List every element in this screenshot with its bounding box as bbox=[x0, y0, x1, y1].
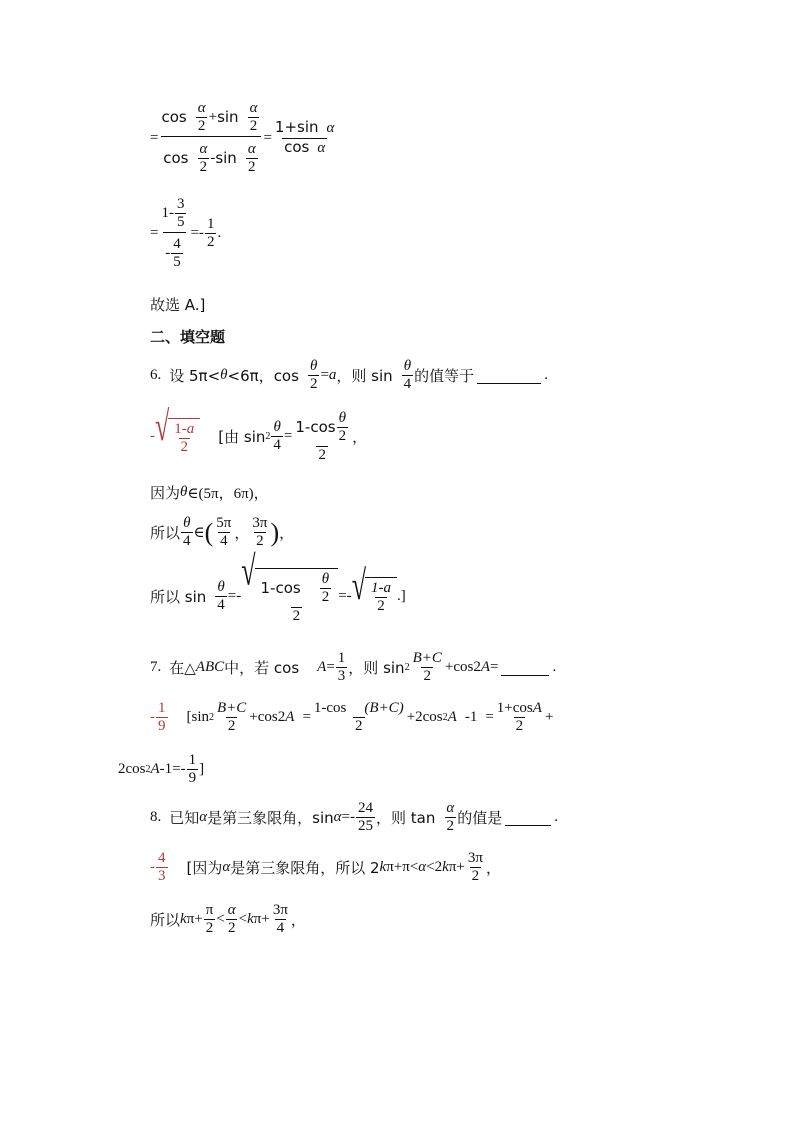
fraction-cos-sin: cos $\frac{\alpha}{2}$ + sin $\frac{\alpha}{2}$ cos $\frac{\alpha}{2}$ - sin $\frac{\alpha}{2}$ bbox=[159, 100, 262, 176]
q7-answer-line: - $\frac{1}{9}$ [sin 2 $\frac{B+C}{2}$ +cos2 A = $\frac{1-\cos (B+C)}{2}$ +2cos 2 A -1 = $\frac{1+\cos A}{2}$ + bbox=[150, 700, 554, 735]
answer-sqrt: √ $\frac{1-a}{2}$ bbox=[155, 418, 200, 457]
answer-blank bbox=[477, 367, 541, 384]
question-7: 7. 在△ ABC 中，若 cos A = $\frac{1}{3}$ ，则 sin 2 $\frac{B+C}{2}$ +cos2 A = . bbox=[150, 650, 557, 685]
equation-line-2: = 1- $\frac{3}{5}$ - $\frac{4}{5}$ =- $\frac{1}{2}$ . bbox=[150, 196, 222, 270]
conclusion-text: 故选 A.] bbox=[150, 296, 206, 314]
equation-line-1: = cos $\frac{\alpha}{2}$ + sin $\frac{\alpha}{2}$ cos $\frac{\alpha}{2}$ - sin $\frac{\alpha}{2}$ = $\frac{\text{1+sin α}}{\text{cos α}}$ bbox=[150, 100, 335, 175]
equals-sign: = bbox=[150, 129, 159, 146]
q6-answer-line: - √ $\frac{1-a}{2}$ [由 sin 2 $\frac{\theta}{4}$ = 1-cos $\frac{\theta}{2}$ 2 ， bbox=[150, 402, 368, 463]
fraction-rhs: $\frac{\text{1+sin α}}{\text{cos α}}$ bbox=[274, 118, 335, 156]
q6-because-line: 因为 θ ∈(5π，6π)， bbox=[150, 484, 269, 502]
fraction-compound: 1- $\frac{3}{5}$ - $\frac{4}{5}$ bbox=[161, 196, 185, 270]
answer-blank bbox=[505, 809, 551, 826]
q8-so-line: 所以 k π+ $\frac{\pi}{2}$ < $\frac{\alpha}{2}$ < k π+ $\frac{3\pi}{4}$ ， bbox=[150, 902, 306, 937]
question-8: 8. 已知 α 是第三象限角，sin α =- $\frac{24}{25}$ ，则 tan $\frac{\alpha}{2}$ 的值是 . bbox=[150, 800, 558, 835]
section-title: 二、填空题 bbox=[150, 328, 226, 346]
q6-final-line: 所以 sin $\frac{\theta}{4}$ =- √ 1-cos $\frac{\theta}{2}$ 2 =- √ $\frac{1-a}{2}$ .] bbox=[150, 547, 406, 624]
q6-so-line: 所以 $\frac{\theta}{4}$ ∈ ( $\frac{5\pi}{4}$ ， $\frac{3\pi}{2}$ ) ， bbox=[150, 515, 295, 550]
answer-blank bbox=[501, 659, 549, 676]
q8-answer-line: - $\frac{4}{3}$ [因为 α 是第三象限角，所以 2 k π+π< α <2 k π+ $\frac{3\pi}{2}$ ， bbox=[150, 850, 501, 885]
question-6: 6. 设 5π< θ <6π，cos $\frac{\theta}{2}$ = a ，则 sin $\frac{\theta}{4}$ 的值等于 . bbox=[150, 358, 548, 393]
q7-continuation: 2cos 2 A -1=- $\frac{1}{9}$ ] bbox=[118, 752, 205, 787]
